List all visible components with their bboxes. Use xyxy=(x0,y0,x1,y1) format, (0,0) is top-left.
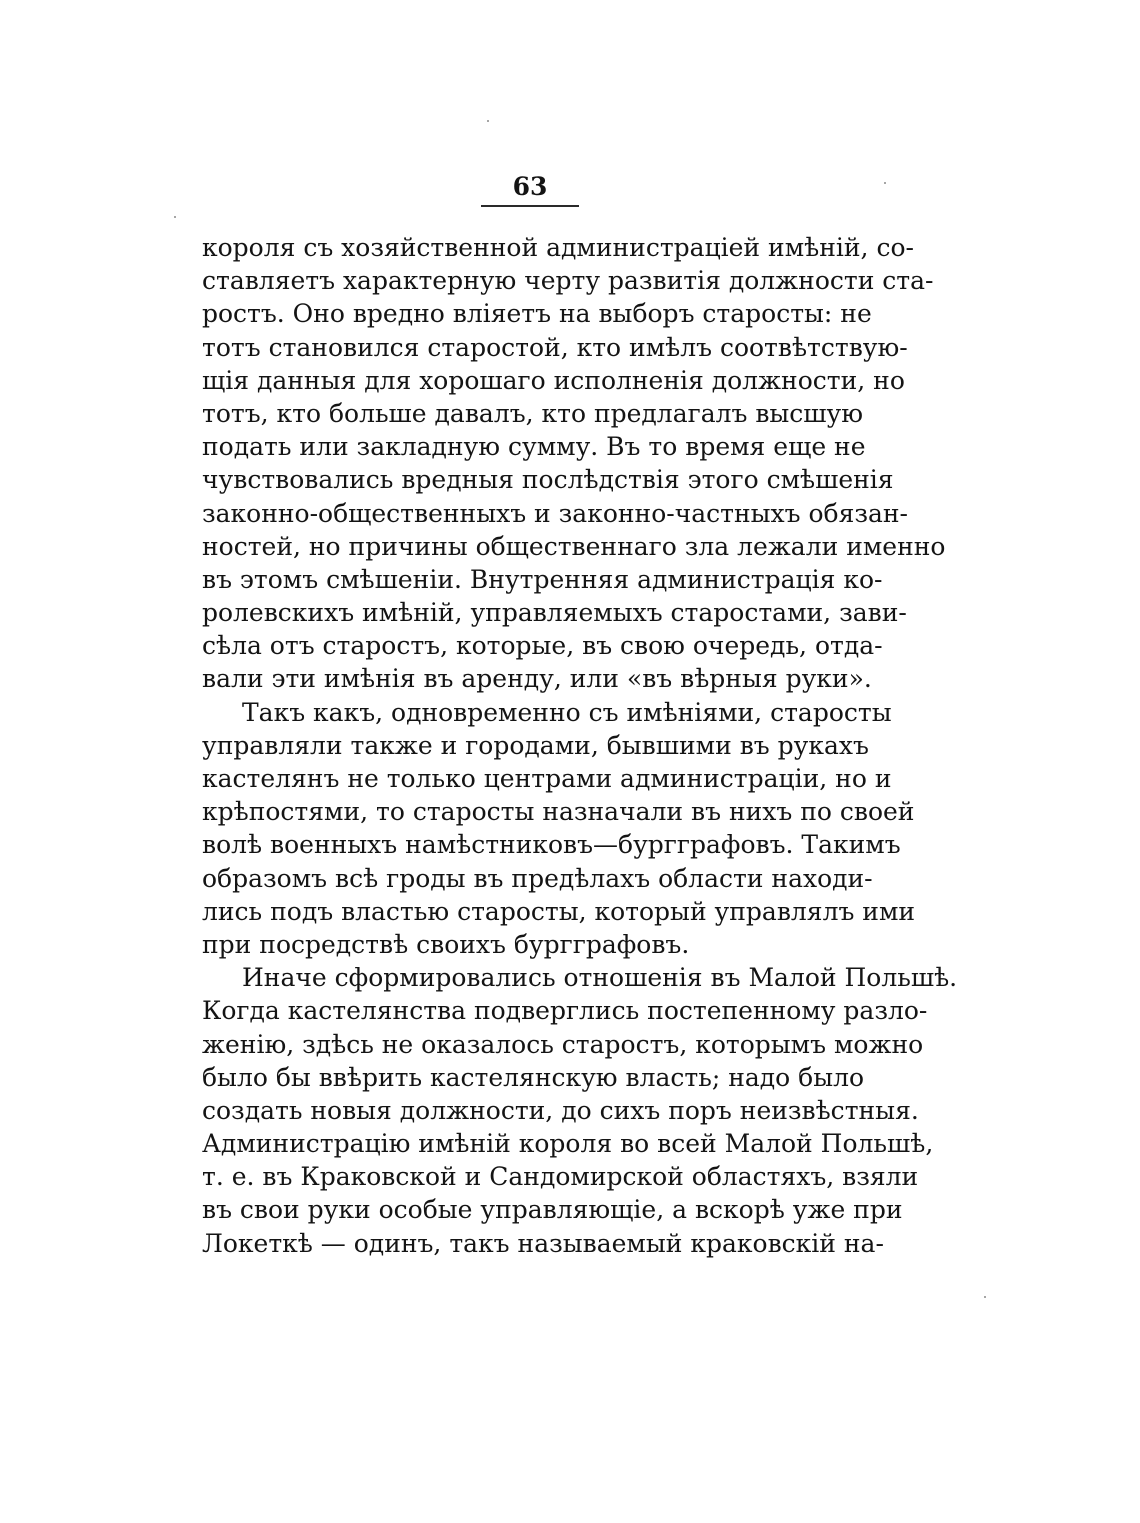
text-line: чувствовались вредныя послѣдствія этого смѣшенія xyxy=(202,465,894,495)
paper-speck xyxy=(487,120,489,122)
text-line: вали эти имѣнія въ аренду, или «въ вѣрныя руки». xyxy=(202,664,872,694)
text-line: ролевскихъ имѣній, управляемыхъ старостами, зави- xyxy=(202,598,907,628)
text-line: кастелянъ не только центрами администраціи, но и xyxy=(202,764,892,793)
text-line: крѣпостями, то старосты назначали въ нихъ по своей xyxy=(202,797,915,827)
text-line: тотъ становился старостой, кто имѣлъ соотвѣтствую- xyxy=(202,332,908,362)
text-line: Иначе сформировались отношенія въ Малой Польшѣ. xyxy=(242,963,958,993)
page-number-rule xyxy=(481,205,579,207)
text-line: тотъ, кто больше давалъ, кто предлагалъ высшую xyxy=(202,398,864,428)
text-line: ностей, но причины общественнаго зла лежали именно xyxy=(202,531,946,561)
text-line: сѣла отъ старостъ, которые, въ свою очередь, отда- xyxy=(202,631,883,661)
text-line: Когда кастелянства подверглись постепенному разло- xyxy=(202,996,928,1026)
text-line: лись подъ властью старосты, который управлялъ ими xyxy=(202,896,916,926)
text-line: короля съ хозяйственной администраціей имѣній, со- xyxy=(202,233,914,262)
page-number: 63 xyxy=(512,172,548,201)
text-line: создать новыя должности, до сихъ поръ неизвѣстныя. xyxy=(202,1095,919,1125)
text-line: Локеткѣ — одинъ, такъ называемый краковскій на- xyxy=(202,1228,884,1258)
text-line: было бы ввѣрить кастелянскую власть; надо было xyxy=(202,1062,865,1092)
text-line: щія данныя для хорошаго исполненія должности, но xyxy=(202,365,905,395)
text-line: въ этомъ смѣшеніи. Внутренняя администрація ко- xyxy=(202,564,883,594)
text-line: управляли также и городами, бывшими въ рукахъ xyxy=(202,730,869,760)
text-line: законно-общественныхъ и законно-частныхъ обязан- xyxy=(202,498,909,528)
paper-speck xyxy=(984,1296,986,1298)
text-line: Такъ какъ, одновременно съ имѣніями, старосты xyxy=(242,697,892,727)
text-line: при посредствѣ своихъ бургграфовъ. xyxy=(202,929,690,959)
text-line: образомъ всѣ гроды въ предѣлахъ области находи- xyxy=(202,863,873,893)
text-block xyxy=(202,231,958,1260)
text-line: ростъ. Оно вредно вліяетъ на выборъ старосты: не xyxy=(202,299,872,329)
text-line: волѣ военныхъ намѣстниковъ—бургграфовъ. Такимъ xyxy=(202,830,901,860)
text-line: т. е. въ Краковской и Сандомирской областяхъ, взяли xyxy=(202,1162,919,1192)
paper-speck xyxy=(884,182,886,184)
text-line: въ свои руки особые управляющіе, а вскорѣ уже при xyxy=(202,1195,903,1225)
text-line: подать или закладную сумму. Въ то время еще не xyxy=(202,432,866,462)
paper-speck xyxy=(174,216,176,218)
text-line: женію, здѣсь не оказалось старостъ, которымъ можно xyxy=(202,1029,924,1059)
text-line: Администрацію имѣній короля во всей Малой Польшѣ, xyxy=(202,1129,934,1159)
text-line: ставляетъ характерную черту развитія должности ста- xyxy=(202,266,934,296)
